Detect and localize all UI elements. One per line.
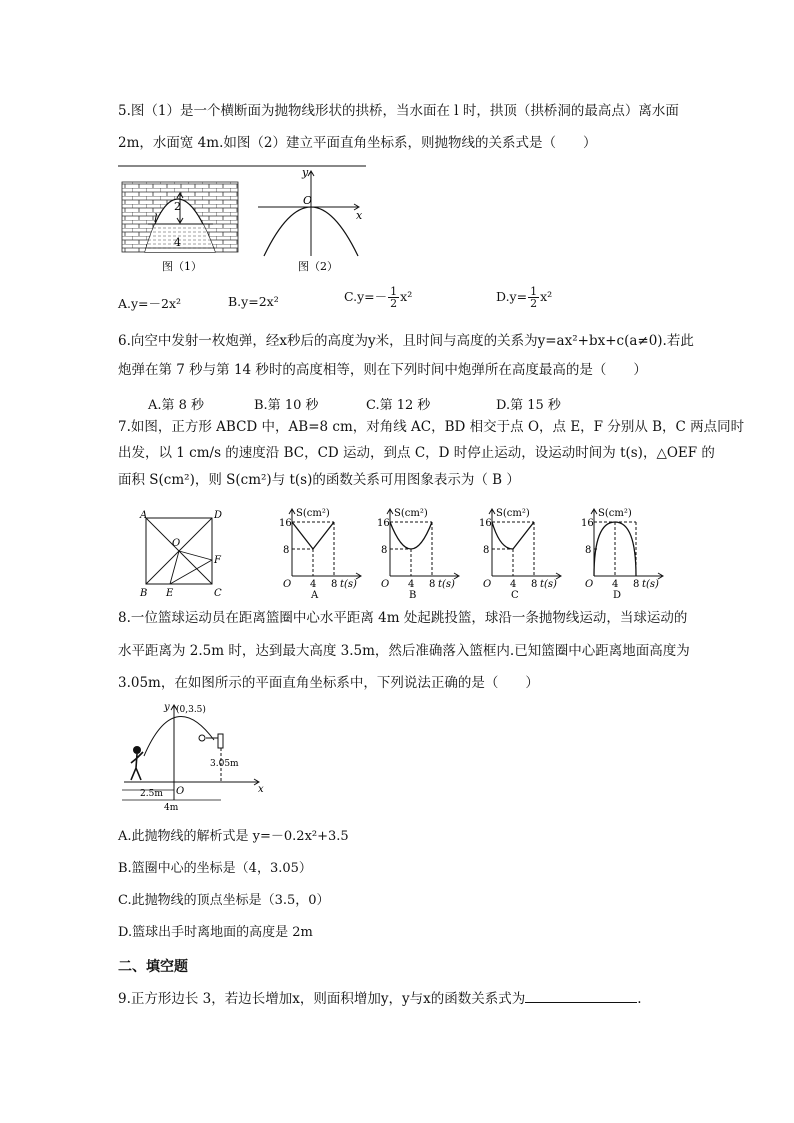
q7-graph-c: [478, 504, 568, 600]
q7-graph-b-ylabel: S(cm²): [394, 508, 428, 519]
q7-label-a: A: [140, 510, 148, 521]
q7-label-e: E: [166, 588, 174, 598]
q7-graph-b: [376, 504, 466, 600]
q8-line-3: 3.05m，在如图所示的平面直角坐标系中，下列说法正确的是（ ）: [118, 675, 539, 691]
q7-label-c: C: [214, 588, 222, 598]
q5-line-1: 5.图（1）是一个横断面为抛物线形状的拱桥，当水面在 l 时，拱顶（拱桥洞的最高点）离水面: [118, 103, 679, 119]
q7-graph-c-ylabel: S(cm²): [496, 508, 530, 519]
q5-fig1-label-l: l: [154, 212, 158, 225]
q7-graph-a-tick-4: 4: [310, 579, 317, 590]
q7-line-3: 面积 S(cm²)，则 S(cm²)与 t(s)的函数关系可用图象表示为（ B ）: [118, 472, 520, 488]
q5-option-d-fraction: $\frac{1}{2}$: [530, 285, 538, 310]
q8-origin: O: [176, 786, 185, 797]
q5-fig2-o: O: [303, 194, 313, 207]
q8-option-b: B.篮圈中心的坐标是（4，3.05）: [118, 861, 312, 876]
q7-square-figure: [134, 506, 224, 598]
q5-fig2-caption: 图（2）: [298, 260, 338, 273]
q6-option-a: A.第 8 秒: [148, 398, 205, 413]
q5-option-a: A.y=－2x²: [118, 296, 182, 311]
q6-option-b: B.第 10 秒: [254, 398, 319, 413]
q6-option-d: D.第 15 秒: [496, 398, 561, 413]
q7-graph-d: [580, 504, 670, 600]
q7-label-o: O: [172, 538, 181, 549]
q7-graph-c-origin: O: [483, 579, 492, 590]
q5-option-b: B.y=2x²: [228, 294, 279, 309]
q8-line-2: 水平距离为 2.5m 时，达到最大高度 3.5m，然后准确落入篮框内.已知篮圈中心距离地面高度为: [118, 643, 690, 659]
q7-graph-c-xlabel: t(s): [540, 579, 557, 590]
q5-line-2: 2m，水面宽 4m.如图（2）建立平面直角坐标系，则抛物线的关系式是（ ）: [118, 135, 597, 151]
q7-graph-d-caption: D: [613, 590, 622, 600]
q5-fig2-y: y: [302, 166, 309, 179]
q8-distance-4: 4m: [164, 803, 179, 813]
q7-graph-d-tick-16: 16: [581, 518, 594, 529]
q7-graph-a-ylabel: S(cm²): [296, 508, 330, 519]
q7-graph-c-caption: C: [511, 590, 519, 600]
q7-graph-b-tick-8x: 8: [429, 579, 436, 590]
q8-vertex-label: (0,3.5): [176, 705, 206, 715]
q7-graph-b-tick-4: 4: [408, 579, 415, 590]
q7-graph-a-xlabel: t(s): [340, 579, 357, 590]
q8-option-c: C.此抛物线的顶点坐标是（3.5，0）: [118, 893, 330, 908]
q6-option-c: C.第 12 秒: [366, 398, 431, 413]
q7-graph-b-xlabel: t(s): [438, 579, 455, 590]
q5-option-c-prefix: C.y=－: [344, 289, 388, 304]
q7-graph-a-tick-16: 16: [279, 518, 292, 529]
q7-graph-d-tick-8y: 8: [585, 545, 592, 556]
q7-graph-b-caption: B: [409, 590, 417, 600]
q9-line: [118, 988, 642, 1008]
q7-graph-b-origin: O: [381, 579, 390, 590]
q7-graph-d-tick-4: 4: [612, 579, 619, 590]
q7-graph-c-tick-8y: 8: [483, 545, 490, 556]
q5-fig2-x: x: [356, 209, 363, 222]
q7-graph-d-tick-8x: 8: [633, 579, 640, 590]
q7-label-f: F: [214, 555, 221, 566]
q7-graph-d-origin: O: [585, 579, 594, 590]
q7-graph-d-ylabel: S(cm²): [598, 508, 632, 519]
q5-fig1-label-4: 4: [174, 236, 181, 249]
q8-axis-x: x: [258, 784, 264, 795]
q5-fig1-label-2: 2: [174, 200, 181, 213]
q7-graph-b-tick-8y: 8: [381, 545, 388, 556]
q9-end: .: [637, 991, 642, 1007]
q8-height-label: 3.05m: [210, 759, 239, 769]
q7-graph-c-tick-8x: 8: [531, 579, 538, 590]
q7-label-d: D: [214, 510, 223, 521]
section-heading: 二、填空题: [118, 959, 188, 975]
q8-distance-25: 2.5m: [140, 789, 163, 799]
q8-axis-y: y: [164, 702, 170, 713]
q5-option-c: [344, 286, 412, 309]
q7-graph-a-tick-8x: 8: [331, 579, 338, 590]
q8-line-1: 8.一位篮球运动员在距离篮圈中心水平距离 4m 处起跳投篮，球沿一条抛物线运动，当球运动的: [118, 610, 688, 626]
q7-graph-d-xlabel: t(s): [642, 579, 659, 590]
q7-graph-b-tick-16: 16: [377, 518, 390, 529]
q7-graph-a-tick-8y: 8: [283, 545, 290, 556]
q9-answer-blank[interactable]: [525, 988, 637, 1003]
q5-option-d-prefix: D.y=: [496, 289, 528, 304]
q8-option-a: A.此抛物线的解析式是 y=－0.2x²+3.5: [118, 829, 349, 844]
q7-graph-c-tick-4: 4: [510, 579, 517, 590]
q9-text: 9.正方形边长 3，若边长增加x，则面积增加y，y与x的函数关系式为: [118, 991, 526, 1007]
q5-figure-bridge: [118, 164, 368, 276]
q5-option-c-suffix: x²: [400, 289, 413, 304]
q7-line-2: 出发，以 1 cm/s 的速度沿 BC，CD 运动，到点 C，D 时停止运动，设运动时间为 t(s)，△OEF 的: [118, 445, 715, 461]
q7-line-1: 7.如图，正方形 ABCD 中，AB=8 cm，对角线 AC，BD 相交于点 O，点 E，F 分别从 B，C 两点同时: [118, 419, 745, 435]
q8-option-d: D.篮球出手时离地面的高度是 2m: [118, 925, 313, 940]
q7-label-b: B: [140, 588, 148, 598]
q7-graph-a-origin: O: [283, 579, 292, 590]
q7-graph-a-caption: A: [311, 590, 319, 600]
q5-option-c-fraction: $\frac{1}{2}$: [390, 285, 398, 310]
q5-option-d-suffix: x²: [540, 289, 553, 304]
q5-option-d: [496, 286, 552, 309]
q7-graph-c-tick-16: 16: [479, 518, 492, 529]
q6-line-2: 炮弹在第 7 秒与第 14 秒时的高度相等，则在下列时间中炮弹所在高度最高的是（ ）: [118, 362, 647, 378]
q6-line-1: 6.向空中发射一枚炮弹，经x秒后的高度为y米，且时间与高度的关系为y=ax²+bx+c(a≠0).若此: [118, 333, 694, 349]
q7-graph-a: [278, 504, 368, 600]
q5-fig1-caption: 图（1）: [162, 260, 202, 273]
q8-basketball-figure: [118, 700, 268, 814]
